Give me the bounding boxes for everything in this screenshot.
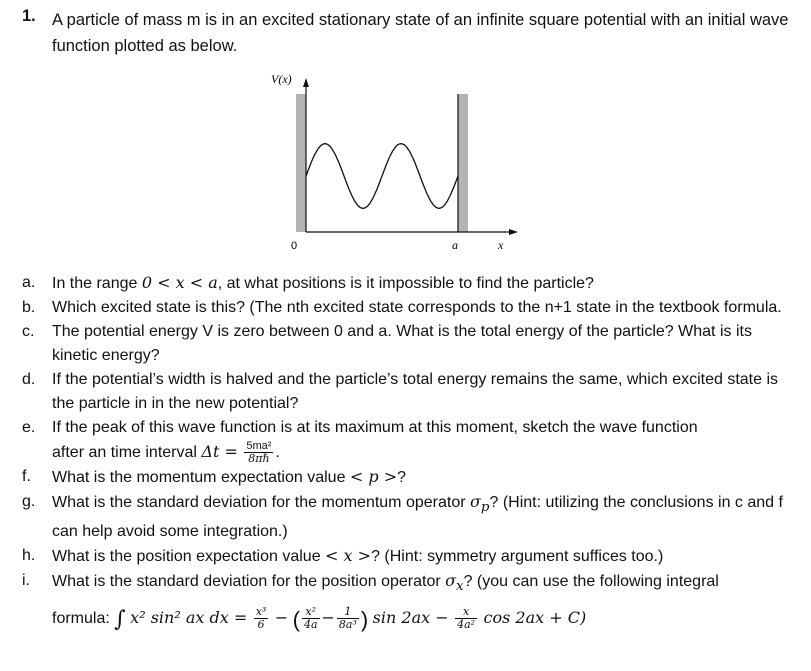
- part-text: ? (Hint: utilizing the conclusions in c and f can help avoid some integration.): [52, 494, 783, 541]
- momentum-expectation-math: < p >: [349, 467, 398, 487]
- delta-t-math: Δt =: [201, 442, 238, 461]
- fraction-denominator: 8a³: [338, 617, 357, 631]
- part-label: c.: [22, 323, 35, 340]
- wave-function-curve: [306, 144, 458, 209]
- x-axis-label: x: [498, 238, 504, 252]
- fraction-denominator: 6: [257, 617, 265, 631]
- position-expectation-math: < x >: [325, 546, 372, 566]
- part-text: , at what positions is it impossible to find the particle?: [217, 275, 594, 292]
- part-text: after an time interval: [52, 444, 202, 461]
- part-text: Which excited state is this? (The nth excited state corresponds to the n+1 state in the textbook formula.: [52, 299, 782, 316]
- minus-sign: −: [274, 607, 289, 627]
- part-label: d.: [22, 371, 36, 388]
- sine-term-math: sin 2ax −: [372, 607, 449, 627]
- range-math: 0 < x < a: [141, 273, 218, 292]
- delta-t-fraction: [244, 440, 273, 465]
- part-c: [22, 320, 792, 368]
- part-b: [22, 296, 792, 320]
- part-text: ?: [397, 469, 407, 487]
- sub-questions: [22, 271, 792, 632]
- fraction-denominator: 8πℏ: [248, 452, 270, 466]
- fraction-denominator: 4a: [303, 617, 318, 631]
- sigma-p-math: σ: [470, 492, 481, 512]
- integral-formula-line: [52, 606, 586, 632]
- part-text: ? (Hint: symmetry argument suffices too.): [371, 548, 664, 566]
- part-text: If the potential’s width is halved and the particle’s total energy remains the same, which excited state is the particle in in the new potential?: [52, 371, 779, 412]
- part-text: What is the standard deviation for the momentum operator: [52, 494, 470, 512]
- fraction-numerator: x³: [255, 604, 267, 618]
- y-axis-label: V(x): [271, 72, 292, 86]
- part-label: a.: [22, 274, 36, 291]
- y-axis-arrow: [303, 78, 309, 87]
- part-text: The potential energy V is zero between 0 and a. What is the total energy of the particle? What is its kinetic energy?: [52, 323, 752, 364]
- part-h: [22, 544, 792, 569]
- sigma-p-subscript: p: [480, 500, 490, 516]
- part-text: What is the standard deviation for the position operator: [52, 573, 446, 591]
- left-paren: (: [292, 606, 300, 632]
- right-wall: [458, 94, 468, 232]
- cosine-term-math: cos 2ax + C): [483, 607, 587, 627]
- fraction-numerator: 1: [337, 606, 359, 619]
- part-text: .: [275, 444, 280, 461]
- fraction-numerator: x²: [302, 606, 320, 619]
- part-label: i.: [22, 572, 30, 590]
- part-text: If the peak of this wave function is at its maximum at this moment, sketch the wave function: [52, 419, 698, 436]
- right-paren: ): [360, 606, 369, 632]
- part-label: f.: [22, 468, 31, 486]
- sigma-x-subscript: x: [456, 579, 464, 595]
- part-d: [22, 368, 792, 416]
- question-number: 1.: [22, 7, 36, 25]
- fraction-denominator: 4a²: [457, 617, 476, 631]
- origin-label: 0: [291, 240, 298, 252]
- part-i: [22, 569, 792, 631]
- part-text: ? (you can use the following integral: [463, 573, 719, 591]
- part-text: In the range: [52, 275, 142, 292]
- fraction-1-over-8a3: [337, 606, 359, 631]
- minus-sign: −: [321, 607, 335, 627]
- fraction-numerator: x: [455, 606, 477, 619]
- part-e: [22, 416, 792, 465]
- fraction-x3-over-6: [254, 606, 269, 631]
- question-intro: A particle of mass m is in an excited stationary state of an infinite square potential with an initial wave function plotted as below.: [52, 11, 789, 55]
- left-wall: [296, 94, 306, 232]
- part-label: b.: [22, 299, 36, 316]
- part-text: formula:: [52, 609, 115, 627]
- part-label: g.: [22, 493, 36, 511]
- well-edge-label: a: [452, 238, 458, 252]
- part-text: What is the momentum expectation value: [52, 469, 350, 487]
- part-label: e.: [22, 419, 36, 436]
- integrand-math: x² sin² ax dx =: [130, 607, 248, 627]
- part-g: [22, 490, 792, 544]
- part-a: [22, 271, 792, 296]
- integral-sign: ∫: [114, 606, 126, 632]
- part-f: [22, 465, 792, 490]
- fraction-x2-over-4a: [302, 606, 320, 631]
- fraction-x-over-4a2: [455, 606, 477, 631]
- wavefunction-figure: [255, 64, 525, 254]
- fraction-numerator: 5ma²: [246, 440, 272, 453]
- part-text: What is the position expectation value: [52, 548, 326, 566]
- sigma-x-math: σ: [445, 571, 457, 591]
- x-axis-arrow: [509, 229, 518, 235]
- part-label: h.: [22, 547, 36, 565]
